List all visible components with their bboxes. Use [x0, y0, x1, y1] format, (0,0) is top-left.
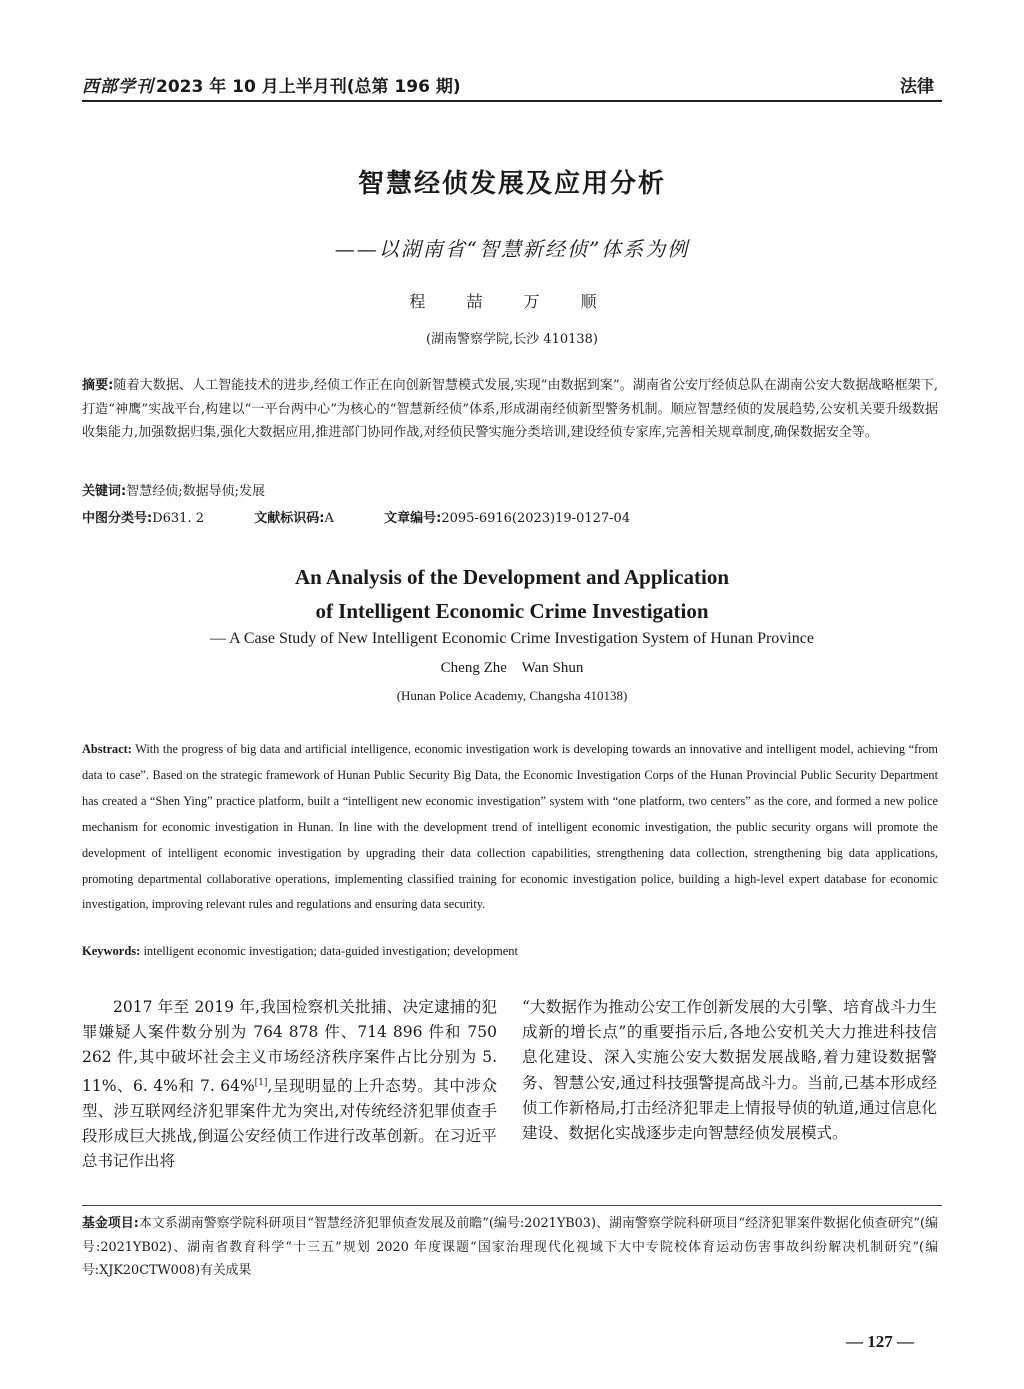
- clc-value: D631. 2: [152, 511, 204, 526]
- keywords-en: [82, 944, 938, 959]
- section-label: 法律: [900, 77, 934, 97]
- journal-logo: 西部学刊: [82, 77, 154, 97]
- authors-en: Cheng Zhe Wan Shun: [440, 660, 584, 676]
- abstract-en: [82, 737, 938, 918]
- affiliation-cn: (湖南警察学院,长沙 410138): [425, 332, 599, 347]
- title-en-line2: of Intelligent Economic Crime Investigation: [315, 599, 709, 623]
- funding-label: 基金项目:: [82, 1216, 139, 1231]
- keywords-cn: [82, 480, 938, 499]
- title-cn: 智慧经侦发展及应用分析: [357, 169, 666, 199]
- body-left-text: 2017 年至 2019 年,我国检察机关批捕、决定逮捕的犯罪嫌疑人案件数分别为 764 878 件、714 896 件和 750 262 件,其中破坏社会主义市场经济秩序案件占比分别为 5. 11%、6. 4%和 7. 64%: [82, 998, 497, 1095]
- keywords-cn-label: 关键词:: [82, 484, 127, 499]
- doc-code-value: A: [324, 511, 334, 526]
- citation-ref[interactable]: [1]: [254, 1077, 268, 1088]
- subtitle-cn: ——以湖南省“智慧新经侦”体系为例: [334, 237, 690, 261]
- keywords-cn-text: 智慧经侦;数据导侦;发展: [126, 484, 265, 499]
- keywords-en-label: Keywords:: [82, 944, 141, 958]
- page-number: — 127 —: [846, 1332, 914, 1351]
- affiliation-en: (Hunan Police Academy, Changsha 410138): [396, 688, 628, 703]
- issue-label: 2023 年 10 月上半月刊(总第 196 期): [156, 77, 461, 97]
- body-column-right: “大数据作为推动公安工作创新发展的大引擎、培育战斗力生成新的增长点”的重要指示后,各地公安机关大力推进科技信息化建设、深入实施公安大数据发展战略,着力建设数据警务、智慧公安,通过科技强警提高战斗力。当前,已基本形成经侦工作新格局,打击经济犯罪走上情报导侦的轨道,通过信息化建设、数据化实战逐步走向智慧经侦发展模式。: [522, 998, 937, 1143]
- funding-note: [82, 1212, 938, 1283]
- classification-line: [82, 507, 942, 526]
- article-no-label: 文章编号:: [384, 511, 442, 526]
- doc-code-label: 文献标识码:: [254, 511, 325, 526]
- abstract-en-label: Abstract:: [82, 742, 132, 756]
- header-rule: [82, 100, 942, 102]
- clc-label: 中图分类号:: [82, 511, 153, 526]
- abstract-cn-text: 随着大数据、人工智能技术的进步,经侦工作正在向创新智慧模式发展,实现“由数据到案”。湖南省公安厅经侦总队在湖南公安大数据战略框架下,打造“神鹰”实战平台,构建以“一平台两中心”为核心的“智慧新经侦”体系,形成湖南经侦新型警务机制。顺应智慧经侦的发展趋势,公安机关要升级数据收集能力,加强数据归集,强化大数据应用,推进部门协同作战,对经侦民警实施分类培训,建设经侦专家库,完善相关规章制度,确保数据安全等。: [82, 378, 938, 441]
- keywords-en-text: intelligent economic investigation; data-guided investigation; development: [143, 944, 519, 958]
- abstract-en-text: With the progress of big data and artificial intelligence, economic investigation work is developing towards an innovative and intelligent model, achieving “from data to case”. Based on the strategic framework of Hunan Public Security Big Data, the Economic Investigation Corps of the Hunan Provincial Public Security Department has created a “Shen Ying” practice platform, built a “intelligent new economic investigation” system with “one platform, two centers” as the core, and formed a new police mechanism for economic investigation in Hunan. In line with the development trend of intelligent economic investigation, the public security organs will promote the development of intelligent economic investigation by upgrading their data collection capabilities, strengthening data collection, strengthening big data applications, promoting departmental collaborative operations, implementing classified training for economic investigation police, building a high-level expert database for economic investigation, improving relevant rules and regulations and ensuring data security.: [82, 742, 938, 912]
- body-left-tail: ,呈现明显的上升态势。其中涉众型、涉互联网经济犯罪案件尤为突出,对传统经济犯罪侦查手段形成巨大挑战,倒逼公安经侦工作进行改革创新。在习近平总书记作出将: [82, 1076, 497, 1171]
- footnote-rule: [82, 1205, 942, 1206]
- abstract-cn: [82, 374, 938, 445]
- subtitle-en: — A Case Study of New Intelligent Economic Crime Investigation System of Hunan Province: [210, 630, 814, 647]
- article-no-value: 2095-6916(2023)19-0127-04: [441, 511, 631, 526]
- abstract-cn-label: 摘要:: [82, 378, 114, 393]
- funding-text: 本文系湖南警察学院科研项目“智慧经济犯罪侦查发展及前瞻”(编号:2021YB03)、湖南警察学院科研项目“经济犯罪案件数据化侦查研究”(编号:2021YB02)、湖南省教育科学“十三五”规划 2020 年度课题“国家治理现代化视域下大中专院校体育运动伤害事故纠纷解决机制研究”(编号:XJK20CTW008)有关成果: [82, 1216, 938, 1278]
- authors-cn: 程 喆 万 顺: [409, 292, 615, 311]
- title-en: [82, 560, 942, 628]
- running-header: [82, 72, 942, 102]
- body-column-left: [82, 995, 497, 1175]
- journal-issue: [82, 72, 461, 97]
- title-en-line1: An Analysis of the Development and Application: [294, 565, 730, 589]
